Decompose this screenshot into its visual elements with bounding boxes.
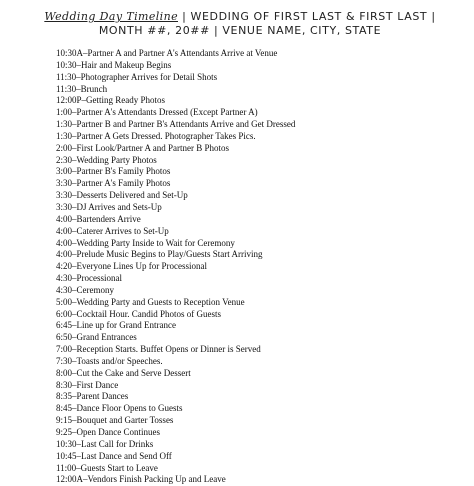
timeline-item: 3:30–Partner A's Family Photos — [56, 178, 171, 189]
timeline-item: 8:35–Parent Dances — [56, 391, 129, 402]
timeline-item: 12:00P–Getting Ready Photos — [56, 95, 166, 106]
timeline-item: 9:15–Bouquet and Garter Tosses — [56, 415, 174, 426]
timeline-item: 10:45–Last Dance and Send Off — [56, 450, 172, 461]
timeline-item: 6:50–Grand Entrances — [56, 332, 137, 343]
timeline-list — [56, 48, 456, 486]
timeline-item: 3:00–Partner B's Family Photos — [56, 166, 171, 177]
timeline-item: 8:30–First Dance — [56, 379, 119, 390]
timeline-item: 2:00–First Look/Partner A and Partner B Photos — [56, 142, 229, 153]
timeline-item: 8:00–Cut the Cake and Serve Dessert — [56, 367, 191, 378]
timeline-item: 11:30–Brunch — [56, 83, 108, 94]
timeline-item: 4:20–Everyone Lines Up for Processional — [56, 261, 207, 272]
timeline-item: 4:00–Wedding Party Inside to Wait for Ceremony — [56, 237, 235, 248]
timeline-item: 7:30–Toasts and/or Speeches. — [56, 355, 163, 366]
document-header — [40, 10, 440, 38]
timeline-item: 4:00–Caterer Arrives to Set-Up — [56, 225, 169, 236]
timeline-item: 8:45–Dance Floor Opens to Guests — [56, 403, 183, 414]
timeline-item: 4:00–Bartenders Arrive — [56, 213, 141, 224]
timeline-item: 3:30–DJ Arrives and Sets-Up — [56, 201, 162, 212]
timeline-item: 1:30–Partner A Gets Dressed. Photographer Takes Pics. — [56, 130, 256, 141]
timeline-item: 10:30A–Partner A and Partner A's Attendants Arrive at Venue — [56, 48, 278, 58]
timeline-item: 4:00–Prelude Music Begins to Play/Guests Start Arriving — [56, 249, 263, 260]
header-line-1 — [40, 10, 440, 24]
timeline-item: 5:00–Wedding Party and Guests to Reception Venue — [56, 296, 245, 307]
timeline-item: 2:30–Wedding Party Photos — [56, 154, 157, 165]
timeline-item: 10:30–Last Call for Drinks — [56, 438, 154, 449]
header-line-2: MONTH ##, 20## | VENUE NAME, CITY, STATE — [98, 24, 382, 37]
timeline-item: 11:30–Photographer Arrives for Detail Shots — [56, 71, 218, 82]
timeline-item: 10:30–Hair and Makeup Begins — [56, 59, 172, 70]
timeline-item: 1:00–Partner A's Attendants Dressed (Except Partner A) — [56, 107, 258, 118]
timeline-item: 12:00A–Vendors Finish Packing Up and Leave — [56, 474, 226, 485]
timeline-item: 3:30–Desserts Delivered and Set-Up — [56, 190, 188, 201]
timeline-item: 1:30–Partner B and Partner B's Attendants Arrive and Get Dressed — [56, 119, 296, 130]
header-couple-names: | WEDDING OF FIRST LAST & FIRST LAST | — [178, 10, 436, 23]
timeline-item: 4:30–Processional — [56, 273, 122, 284]
timeline-item: 6:45–Line up for Grand Entrance — [56, 320, 176, 331]
header-script-title: Wedding Day Timeline — [44, 10, 178, 23]
timeline-item: 4:30–Ceremony — [56, 284, 114, 295]
timeline-item: 11:00–Guests Start to Leave — [56, 462, 158, 473]
timeline-item: 7:00–Reception Starts. Buffet Opens or Dinner is Served — [56, 344, 261, 355]
timeline-item: 6:00–Cocktail Hour. Candid Photos of Guests — [56, 308, 221, 319]
timeline-item: 9:25–Open Dance Continues — [56, 427, 160, 437]
